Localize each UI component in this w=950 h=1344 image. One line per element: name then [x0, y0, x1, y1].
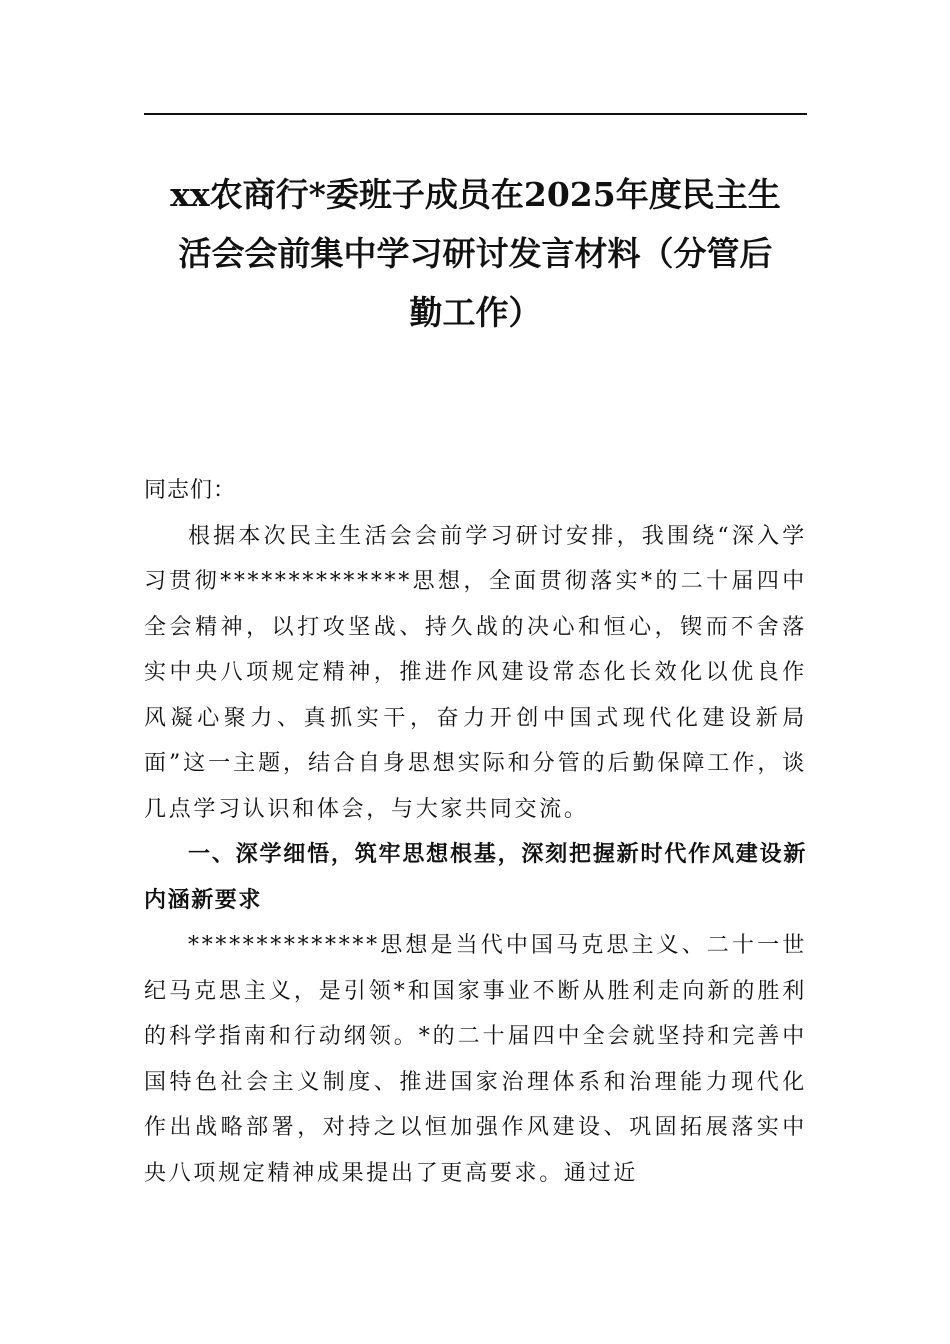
intro-paragraph: 根据本次民主生活会会前学习研讨安排，我围绕“深入学习贯彻**************思想，全面贯彻落实*的二十届四中全会精神，以打攻坚战、持久战的决心和恒心，锲而不舍落实中央八项规定精神，推进作风建设常态化长效化以优良作风凝心聚力、真抓实干，奋力开创中国式现代化建设新局面”这一主题，结合自身思想实际和分管的后勤保障工作，谈几点学习认识和体会，与大家共同交流。	[144, 523, 807, 822]
section-1-paragraph: **************思想是当代中国马克思主义、二十一世纪马克思主义，是引领*和国家事业不断从胜利走向新的胜利的科学指南和行动纲领。*的二十届四中全会就坚持和完善中国特色社会主义制度、推进国家治理体系和治理能力现代化作出战略部署，对持之以恒加强作风建设、巩固拓展落实中央八项规定精神成果提出了更高要求。通过近	[144, 933, 807, 1186]
document-body	[144, 468, 807, 1196]
document-title	[144, 165, 807, 342]
title-line-2: 活会会前集中学习研讨发言材料（分管后	[178, 234, 773, 273]
section-heading-1: 一、深学细悟，筑牢思想根基，深刻把握新时代作风建设新内涵新要求	[144, 842, 807, 913]
title-line-1: xx农商行*委班子成员在2025年度民主生	[170, 175, 781, 214]
header-rule	[144, 113, 807, 115]
salutation: 同志们：	[144, 478, 237, 503]
title-line-3: 勤工作）	[409, 293, 542, 332]
